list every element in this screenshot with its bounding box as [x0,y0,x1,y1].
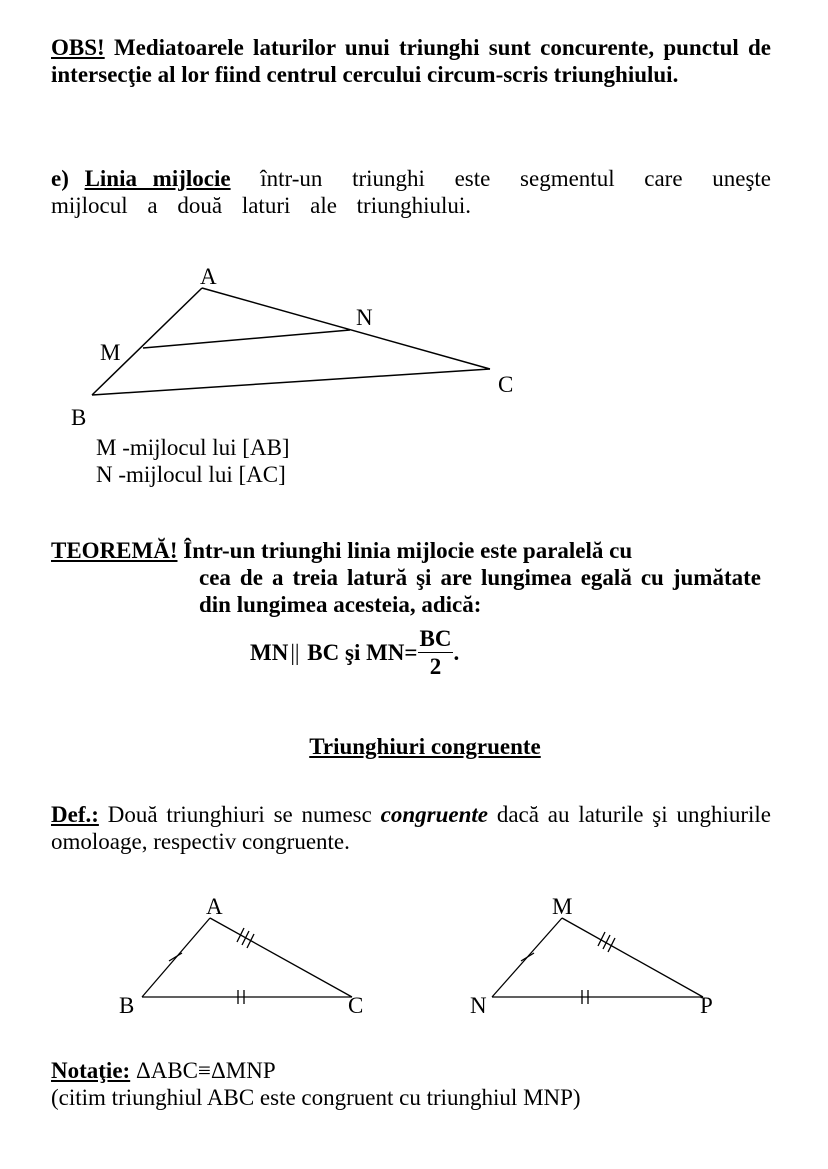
formula-mn: MN [250,640,289,665]
def-text-after: dacă au laturile şi unghiurile omoloage, respectiv congruente. [51,802,771,854]
linia-marker: e) [51,166,69,191]
label-mnp-p: P [700,993,713,1018]
teorema-line1: Într-un triunghi linia mijlocie este paralelă cu [177,538,633,563]
fraction [418,625,454,680]
label-abc-c: C [348,993,364,1018]
teorema-rest: cea de a treia latură şi are lungimea egală cu jumătate din lungimea acesteia, adică: [199,565,761,617]
label-c: C [498,372,514,397]
triangle-abc [142,918,352,1004]
notatie-formula: ΔABC≡ΔMNP [130,1058,276,1083]
label-abc-a: A [206,894,223,919]
parallel-symbol: || [290,640,300,665]
midline-mn [143,330,350,348]
label-mnp-n: N [470,993,487,1018]
linia-text: într-un triunghi este segmentul care uneşte mijlocul a două laturi ale triunghiului. [51,166,771,218]
obs-text: Mediatoarele laturilor unui triunghi sunt concurente, punctul de intersecţie al lor fiind centrul cercului circum-scris triunghiului. [51,35,771,87]
section-title [0,733,828,760]
tick-ab [169,953,182,961]
obs-label: OBS! [51,35,105,60]
notatie-label: Notaţie: [51,1058,131,1083]
label-a: A [200,264,217,289]
side-bc [92,369,490,395]
def-label: Def.: [51,802,99,827]
triangle-mnp [492,918,703,1004]
label-mnp-m: M [552,894,573,919]
formula-end: . [453,640,460,665]
label-n: N [356,305,373,330]
def-term: congruente [380,802,488,827]
linia-term: Linia mijlocie [84,166,231,191]
formula-mid: BC şi MN= [301,640,418,665]
notatie-paragraph [51,1057,581,1111]
note-m: M -mijlocul lui [AB] [96,435,290,460]
side-ac [202,288,490,369]
def-text-before: Două triunghiuri se numesc [98,802,381,827]
teorema-label: TEOREMĂ! [51,538,178,563]
def-paragraph [51,801,771,855]
teorema-formula [250,625,459,680]
notatie-explanation: (citim triunghiul ABC este congruent cu triunghiul MNP) [51,1085,581,1110]
fraction-denominator: 2 [429,654,442,679]
midpoint-notes [96,434,290,488]
label-abc-b: B [119,993,135,1018]
teorema-paragraph [51,537,761,618]
label-m: M [100,340,121,365]
label-b: B [71,405,87,430]
section-title-text: Triunghiuri congruente [309,734,541,759]
fraction-numerator: BC [419,626,452,651]
midline-triangle-figure [92,288,490,395]
note-n: N -mijlocul lui [AC] [96,462,286,487]
